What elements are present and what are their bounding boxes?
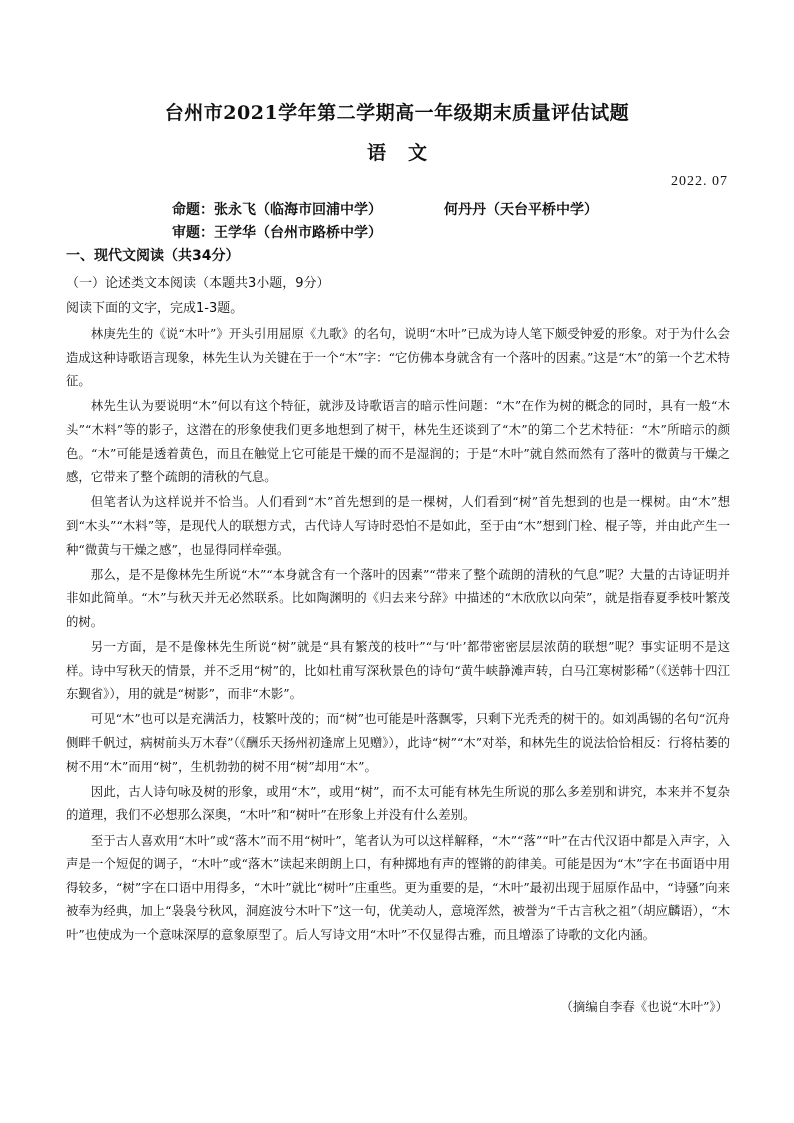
passage-paragraph: 因此，古人诗句咏及树的形象，或用“木”，或用“树”，而不太可能有林先生所说的那么多差别和讲究，本来并不复杂的道理，我们不必想那么深奥，“木叶”和“树叶”在形象上并没有什么差别。 <box>66 783 730 823</box>
passage-paragraph: 可见“木”也可以是充满活力，枝繁叶茂的；而“树”也可能是叶落飘零，只剩下光秃秃的树干的。如刘禹锡的名句“沉舟侧畔千帆过，病树前头万木春”（《酬乐天扬州初逢席上见赠》），此诗“树”“木”对举，和林先生的说法恰恰相反：行将枯萎的树不用“木”而用“树”，生机勃勃的树不用“树”却用“木”。 <box>66 711 730 774</box>
passage-paragraph: 但笔者认为这样说并不恰当。人们看到“木”首先想到的是一棵树，人们看到“树”首先想到的也是一棵树。由“木”想到“木头”“木料”等，是现代人的联想方式，古代诗人写诗时恐怕不是如此，至于由“木”想到门栓、棍子等，并由此产生一种“微黄与干燥之感”，也显得同样牵强。 <box>66 494 730 557</box>
reading-instruction: 阅读下面的文字，完成1-3题。 <box>66 301 244 316</box>
exam-title: 台州市2021学年第二学期高一年级期末质量评估试题 <box>164 102 630 124</box>
passage-paragraph: 另一方面，是不是像林先生所说“树”就是“具有繁茂的枝叶”“与‘叶’都带密密层层浓荫的联想”呢？事实证明不是这样。诗中写秋天的情景，并不乏用“树”的，比如杜甫写深秋景色的诗句“黄牛峡静滩声转，白马江寒树影稀”（《送韩十四江东觐省》），用的就是“树影”，而非“木影”。 <box>66 639 730 702</box>
passage-paragraph: 林庚先生的《说“木叶”》开头引用屈原《九歌》的名句，说明“木叶”已成为诗人笔下颇受钟爱的形象。对于为什么会造成这种诗歌语言现象，林先生认为关键在于一个“木”字：“它仿佛本身就含有一个落叶的因素。”这是“木”的第一个艺术特征。 <box>66 326 730 389</box>
passage-paragraph: 那么，是不是像林先生所说“木”“本身就含有一个落叶的因素”“带来了整个疏朗的清秋的气息”呢？大量的古诗证明并非如此简单。“木”与秋天并无必然联系。比如陶渊明的《归去来兮辞》中描述的“木欣欣以向荣”，就是指春夏季枝叶繁茂的树。 <box>66 566 730 629</box>
reviewer: 审题：王学华（台州市路桥中学） <box>172 225 382 241</box>
passage-paragraph: 至于古人喜欢用“木叶”或“落木”而不用“树叶”，笔者认为可以这样解释，“木”“落”“叶”在古代汉语中都是入声字，入声是一个短促的调子，“木叶”或“落木”读起来朗朗上口，有种掷地有声的铿锵的韵律美。可能是因为“木”字在书面语中用得较多，“树”字在口语中用得多，“木叶”就比“树叶”庄重些。更为重要的是，“木叶”最初出现于屈原作品中，“诗骚”向来被奉为经典，加上“袅袅兮秋风，洞庭波兮木叶下”这一句，优美动人，意境浑然，被誉为“千古言秋之祖”（胡应麟语），“木叶”也使成为一个意味深厚的意象原型了。后人写诗文用“木叶”不仅显得古雅，而且增添了诗歌的文化内涵。 <box>66 832 730 942</box>
passage-source: （摘编自李春《也说“木叶”》） <box>560 999 728 1014</box>
subsection-heading: （一）论述类文本阅读（本题共3小题，9分） <box>66 276 330 291</box>
section-heading: 一、现代文阅读（共34分） <box>66 248 240 264</box>
subject-title: 语文 <box>366 142 449 164</box>
passage-body <box>66 322 730 948</box>
setter-2: 何丹丹（天台平桥中学） <box>444 202 598 218</box>
setter-1: 命题：张永飞（临海市回浦中学） <box>172 202 382 218</box>
exam-date: 2022. 07 <box>671 174 728 189</box>
passage-paragraph: 林先生认为要说明“木”何以有这个特征，就涉及诗歌语言的暗示性问题：“木”在作为树的概念的同时，具有一般“木头”“木料”等的影子，这潜在的形象使我们更多地想到了树干，林先生还谈到了“木”的第二个艺术特征：“木”所暗示的颜色。“木”可能是透着黄色，而且在触觉上它可能是干燥的而不是湿润的；于是“木叶”就自然而然有了落叶的微黄与干燥之感，它带来了整个疏朗的清秋的气息。 <box>66 398 730 485</box>
